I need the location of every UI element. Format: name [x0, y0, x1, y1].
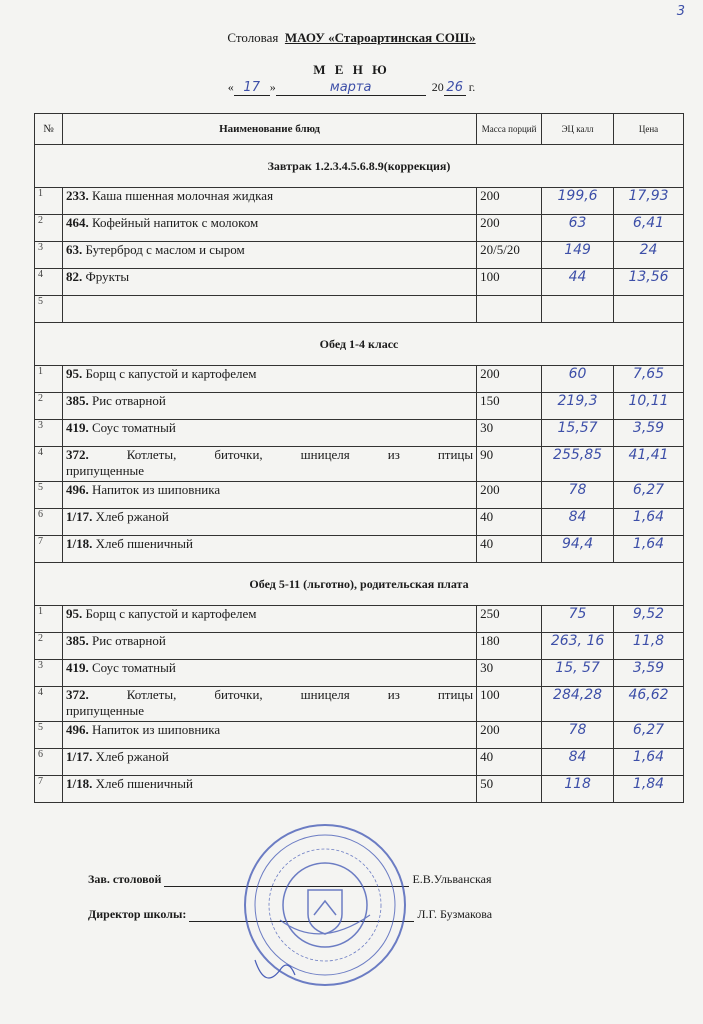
table-row	[35, 447, 684, 482]
dish-name: Рис отварной	[91, 633, 166, 648]
price: 6,27	[614, 722, 684, 749]
dish-name: Хлеб ржаной	[95, 509, 169, 524]
price: 1,84	[614, 776, 684, 803]
portion-mass: 40	[477, 509, 542, 536]
section-title: Завтрак 1.2.3.4.5.6.8.9(коррекция)	[35, 145, 684, 188]
dish-code: 385.	[65, 393, 89, 408]
signature-scribble-icon	[250, 950, 370, 1000]
energy-kcal: 44	[542, 269, 614, 296]
row-number: 7	[35, 776, 63, 803]
row-number: 6	[35, 749, 63, 776]
dish-name: Напиток из шиповника	[91, 482, 221, 497]
table-row	[35, 296, 684, 323]
portion-mass: 100	[477, 269, 542, 296]
dish-code: 419.	[65, 420, 89, 435]
org-name: МАОУ «Староартинская СОШ»	[284, 30, 476, 45]
dish-name-line2: припущенные	[65, 463, 145, 478]
energy-kcal: 84	[542, 509, 614, 536]
dish-name: Соус томатный	[91, 660, 176, 675]
canteen-label: Зав. столовой	[88, 872, 162, 886]
row-number: 4	[35, 687, 63, 722]
date-quote-open: «	[227, 80, 234, 94]
portion-mass: 200	[477, 188, 542, 215]
dish-name-cell	[62, 269, 476, 296]
dish-name-cell	[62, 215, 476, 242]
dish-name-cell	[62, 366, 476, 393]
table-row	[35, 215, 684, 242]
dish-name: Котлеты, биточки, шницеля из птицы	[126, 687, 474, 702]
price	[614, 296, 684, 323]
table-row	[35, 420, 684, 447]
dish-name-line2: припущенные	[65, 703, 145, 718]
dish-name: Напиток из шиповника	[91, 722, 221, 737]
dish-code: 1/17.	[65, 749, 93, 764]
col-header-price: Цена	[614, 114, 684, 145]
section-title: Обед 5-11 (льготно), родительская плата	[35, 563, 684, 606]
row-number: 1	[35, 188, 63, 215]
table-row	[35, 269, 684, 296]
portion-mass: 50	[477, 776, 542, 803]
dish-code: 496.	[65, 482, 89, 497]
dish-name: Котлеты, биточки, шницеля из птицы	[126, 447, 474, 462]
dish-name: Бутерброд с маслом и сыром	[85, 242, 245, 257]
price: 1,64	[614, 509, 684, 536]
portion-mass: 200	[477, 366, 542, 393]
table-row	[35, 393, 684, 420]
row-number: 4	[35, 269, 63, 296]
energy-kcal: 63	[542, 215, 614, 242]
dish-code: 372.	[65, 687, 89, 702]
price: 41,41	[614, 447, 684, 482]
price: 1,64	[614, 749, 684, 776]
portion-mass: 200	[477, 482, 542, 509]
row-number: 4	[35, 447, 63, 482]
date-line	[0, 80, 703, 96]
org-prefix: Столовая	[227, 30, 279, 45]
section-title: Обед 1-4 класс	[35, 323, 684, 366]
portion-mass: 30	[477, 420, 542, 447]
table-row	[35, 242, 684, 269]
date-day: 17	[243, 80, 260, 95]
table-row	[35, 536, 684, 563]
table-row	[35, 606, 684, 633]
row-number: 5	[35, 722, 63, 749]
year-end: г.	[468, 80, 476, 94]
row-number: 3	[35, 420, 63, 447]
row-number: 2	[35, 215, 63, 242]
dish-name-cell	[62, 482, 476, 509]
energy-kcal: 118	[542, 776, 614, 803]
date-quote-close: »	[269, 80, 276, 94]
portion-mass: 100	[477, 687, 542, 722]
row-number: 1	[35, 606, 63, 633]
portion-mass: 180	[477, 633, 542, 660]
price: 46,62	[614, 687, 684, 722]
price: 3,59	[614, 420, 684, 447]
dish-code: 95.	[65, 606, 83, 621]
portion-mass: 200	[477, 722, 542, 749]
date-month: марта	[329, 80, 372, 95]
dish-name: Хлеб пшеничный	[95, 776, 193, 791]
dish-name-cell	[62, 687, 476, 722]
table-row	[35, 776, 684, 803]
energy-kcal	[542, 296, 614, 323]
table-row	[35, 509, 684, 536]
table-row	[35, 482, 684, 509]
dish-code: 95.	[65, 366, 83, 381]
dish-code: 1/18.	[65, 776, 93, 791]
row-number: 2	[35, 393, 63, 420]
table-row	[35, 366, 684, 393]
dish-name: Кофейный напиток с молоком	[91, 215, 259, 230]
row-number: 5	[35, 482, 63, 509]
portion-mass: 90	[477, 447, 542, 482]
dish-name-cell	[62, 242, 476, 269]
price: 7,65	[614, 366, 684, 393]
dish-code: 82.	[65, 269, 83, 284]
table-row	[35, 687, 684, 722]
energy-kcal: 60	[542, 366, 614, 393]
row-number: 3	[35, 242, 63, 269]
dish-code: 1/18.	[65, 536, 93, 551]
dish-name-cell	[62, 606, 476, 633]
price: 11,8	[614, 633, 684, 660]
row-number: 6	[35, 509, 63, 536]
table-row	[35, 749, 684, 776]
table-row	[35, 188, 684, 215]
dish-code: 496.	[65, 722, 89, 737]
dish-name-cell	[62, 749, 476, 776]
director-name: Л.Г. Бузмакова	[417, 907, 493, 921]
dish-name-cell	[62, 509, 476, 536]
dish-name-cell	[62, 188, 476, 215]
price: 1,64	[614, 536, 684, 563]
canteen-name: Е.В.Ульванская	[412, 872, 492, 886]
dish-name: Рис отварной	[91, 393, 166, 408]
dish-name-cell	[62, 420, 476, 447]
dish-name: Соус томатный	[91, 420, 176, 435]
dish-code: 419.	[65, 660, 89, 675]
portion-mass: 30	[477, 660, 542, 687]
portion-mass: 40	[477, 536, 542, 563]
table-row	[35, 722, 684, 749]
energy-kcal: 84	[542, 749, 614, 776]
dish-name: Фрукты	[85, 269, 130, 284]
menu-table	[34, 113, 684, 803]
energy-kcal: 284,28	[542, 687, 614, 722]
price: 6,41	[614, 215, 684, 242]
year-prefix: 20	[431, 80, 444, 94]
energy-kcal: 75	[542, 606, 614, 633]
dish-name-cell	[62, 660, 476, 687]
energy-kcal: 255,85	[542, 447, 614, 482]
energy-kcal: 199,6	[542, 188, 614, 215]
table-header-row	[35, 114, 684, 145]
row-number: 5	[35, 296, 63, 323]
dish-name-cell	[62, 393, 476, 420]
portion-mass: 20/5/20	[477, 242, 542, 269]
portion-mass: 150	[477, 393, 542, 420]
section-header-row	[35, 323, 684, 366]
price: 17,93	[614, 188, 684, 215]
table-row	[35, 660, 684, 687]
energy-kcal: 78	[542, 722, 614, 749]
price: 10,11	[614, 393, 684, 420]
row-number: 2	[35, 633, 63, 660]
price: 6,27	[614, 482, 684, 509]
section-header-row	[35, 145, 684, 188]
dish-code: 385.	[65, 633, 89, 648]
organization-line	[0, 30, 703, 46]
dish-name: Каша пшенная молочная жидкая	[91, 188, 274, 203]
row-number: 7	[35, 536, 63, 563]
energy-kcal: 78	[542, 482, 614, 509]
col-header-kcal: ЭЦ калл	[542, 114, 614, 145]
document-title: М Е Н Ю	[313, 62, 390, 77]
dish-name-cell	[62, 633, 476, 660]
price: 24	[614, 242, 684, 269]
energy-kcal: 149	[542, 242, 614, 269]
portion-mass: 250	[477, 606, 542, 633]
dish-code: 1/17.	[65, 509, 93, 524]
dish-name-cell	[62, 536, 476, 563]
col-header-name: Наименование блюд	[62, 114, 476, 145]
row-number: 3	[35, 660, 63, 687]
portion-mass: 40	[477, 749, 542, 776]
page-number: 3	[676, 4, 685, 19]
dish-name-cell	[62, 296, 476, 323]
energy-kcal: 15,57	[542, 420, 614, 447]
dish-code: 63.	[65, 242, 83, 257]
row-number: 1	[35, 366, 63, 393]
col-header-mass: Масса порций	[477, 114, 542, 145]
portion-mass	[477, 296, 542, 323]
section-header-row	[35, 563, 684, 606]
dish-name: Хлеб пшеничный	[95, 536, 193, 551]
table-row	[35, 633, 684, 660]
price: 9,52	[614, 606, 684, 633]
energy-kcal: 263, 16	[542, 633, 614, 660]
year-suffix: 26	[446, 80, 463, 95]
dish-name-cell	[62, 776, 476, 803]
dish-code: 372.	[65, 447, 89, 462]
dish-name-cell	[62, 722, 476, 749]
energy-kcal: 94,4	[542, 536, 614, 563]
portion-mass: 200	[477, 215, 542, 242]
dish-code: 464.	[65, 215, 89, 230]
dish-name: Борщ с капустой и картофелем	[85, 366, 257, 381]
dish-name: Борщ с капустой и картофелем	[85, 606, 257, 621]
dish-name-cell	[62, 447, 476, 482]
director-label: Директор школы:	[88, 907, 187, 921]
dish-name: Хлеб ржаной	[95, 749, 169, 764]
col-header-num: №	[35, 114, 63, 145]
energy-kcal: 219,3	[542, 393, 614, 420]
energy-kcal: 15, 57	[542, 660, 614, 687]
price: 3,59	[614, 660, 684, 687]
dish-code: 233.	[65, 188, 89, 203]
price: 13,56	[614, 269, 684, 296]
